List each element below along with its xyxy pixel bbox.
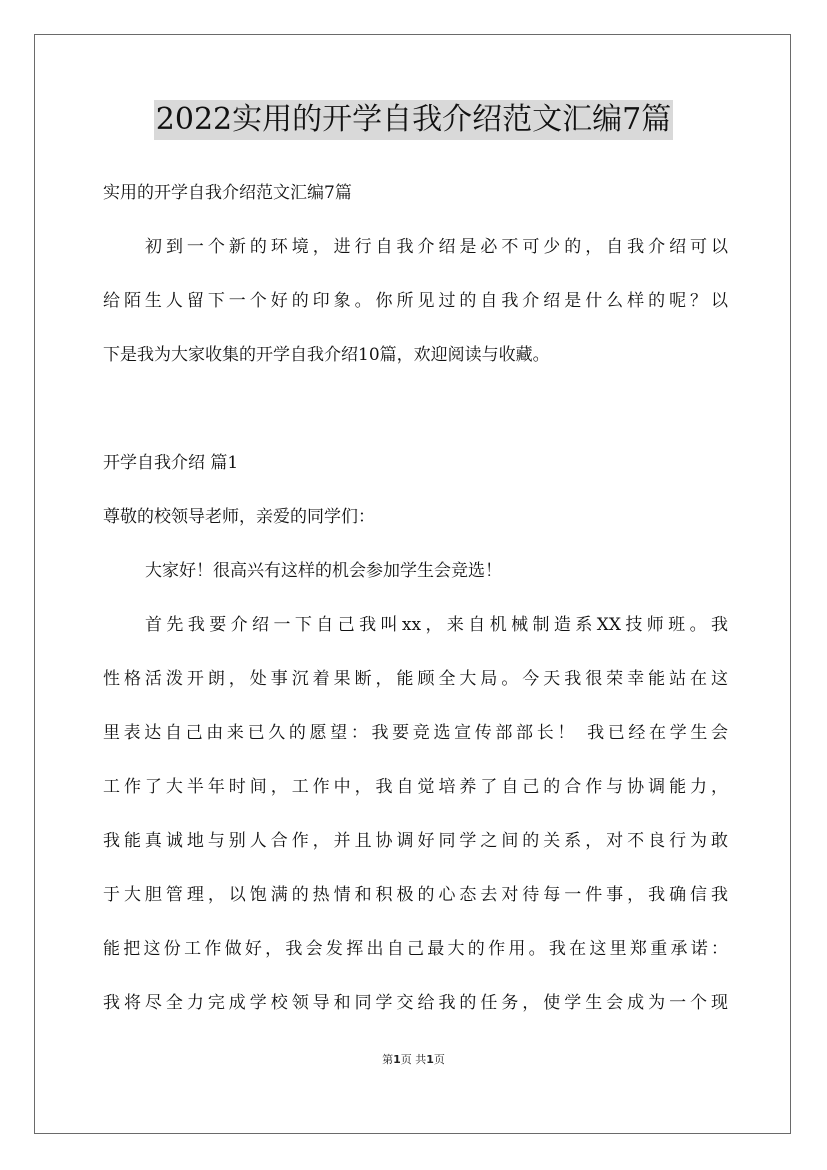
section-heading: 开学自我介绍 篇1	[103, 453, 239, 473]
footer-total-pages: 1	[426, 1053, 434, 1066]
greeting: 大家好！很高兴有这样的机会参加学生会竞选！	[145, 561, 502, 581]
footer-prefix: 第	[382, 1053, 394, 1066]
intro-line-3: 下是我为大家收集的开学自我介绍10篇，欢迎阅读与收藏。	[103, 345, 550, 365]
body-line-5: 我能真诚地与别人合作，并且协调好同学之间的关系，对不良行为敢	[103, 831, 728, 851]
footer-current-page: 1	[393, 1053, 401, 1066]
footer-mid: 页 共	[400, 1053, 427, 1066]
document-body	[103, 166, 728, 1030]
subtitle: 实用的开学自我介绍范文汇编7篇	[103, 183, 352, 203]
footer-suffix: 页	[433, 1053, 445, 1066]
body-line-4: 工作了大半年时间，工作中，我自觉培养了自己的合作与协调能力，	[103, 777, 728, 797]
body-line-7: 能把这份工作做好，我会发挥出自己最大的作用。我在这里郑重承诺：	[103, 939, 728, 959]
body-line-1: 首先我要介绍一下自己我叫xx，来自机械制造系XX技师班。我	[145, 615, 728, 635]
body-line-3: 里表达自己由来已久的愿望：我要竞选宣传部部长！ 我已经在学生会	[103, 723, 728, 743]
title-container	[0, 100, 827, 140]
blank-line	[103, 382, 728, 436]
body-line-2: 性格活泼开朗，处事沉着果断，能顾全大局。今天我很荣幸能站在这	[103, 669, 728, 689]
page-footer	[0, 1052, 827, 1068]
document-title: 2022实用的开学自我介绍范文汇编7篇	[154, 100, 673, 140]
body-line-8: 我将尽全力完成学校领导和同学交给我的任务，使学生会成为一个现	[103, 993, 728, 1013]
intro-line-1: 初到一个新的环境，进行自我介绍是必不可少的，自我介绍可以	[145, 237, 728, 257]
intro-line-2: 给陌生人留下一个好的印象。你所见过的自我介绍是什么样的呢？以	[103, 291, 728, 311]
salutation: 尊敬的校领导老师，亲爱的同学们：	[103, 507, 375, 527]
body-line-6: 于大胆管理，以饱满的热情和积极的心态去对待每一件事，我确信我	[103, 885, 728, 905]
